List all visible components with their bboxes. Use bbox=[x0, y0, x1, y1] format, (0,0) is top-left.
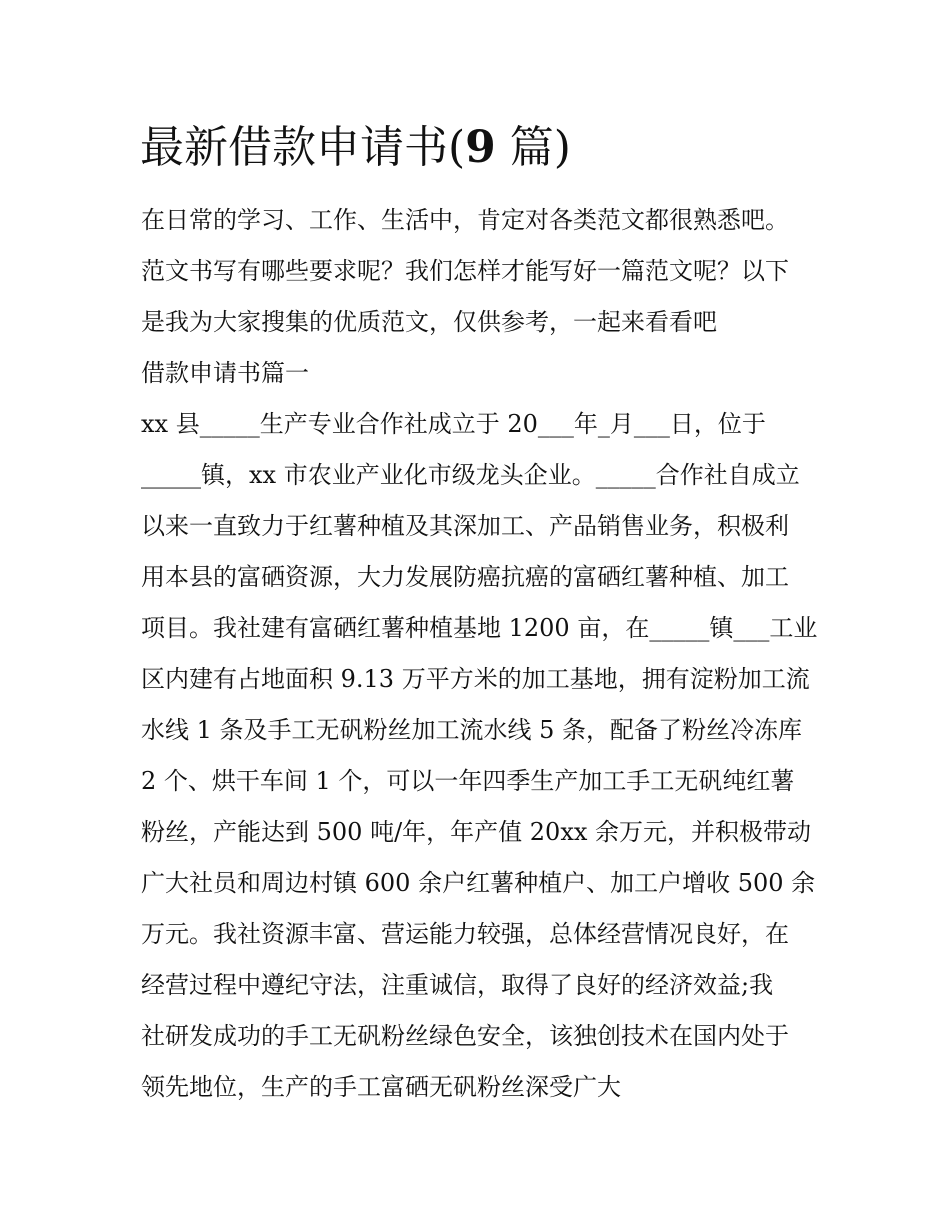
body-line-12: 经营过程中遵纪守法，注重诚信，取得了良好的经济效益;我 bbox=[141, 971, 774, 999]
body-line-7: 水线 1 条及手工无矾粉丝加工流水线 5 条，配备了粉丝冷冻库 bbox=[141, 716, 803, 744]
body-line-5: 项目。我社建有富硒红薯种植基地 1200 亩，在_____镇___工业 bbox=[141, 614, 818, 642]
intro-line-2: 范文书写有哪些要求呢？我们怎样才能写好一篇范文呢？以下 bbox=[141, 257, 789, 285]
body-line-1: xx 县_____生产专业合作社成立于 20___年_月___日，位于 bbox=[141, 410, 766, 438]
body-line-14: 领先地位，生产的手工富硒无矾粉丝深受广大 bbox=[141, 1073, 621, 1101]
section-heading: 借款申请书篇一 bbox=[141, 359, 309, 387]
title-suffix: 篇) bbox=[495, 122, 571, 173]
body-line-11: 万元。我社资源丰富、营运能力较强，总体经营情况良好，在 bbox=[141, 920, 789, 948]
title-text: 最新借款申请书( bbox=[140, 122, 466, 173]
body-line-13: 社研发成功的手工无矾粉丝绿色安全，该独创技术在国内处于 bbox=[141, 1022, 789, 1050]
body-line-6: 区内建有占地面积 9.13 万平方米的加工基地，拥有淀粉加工流 bbox=[141, 665, 810, 693]
title-number: 9 bbox=[465, 122, 496, 173]
body-line-9: 粉丝，产能达到 500 吨/年，年产值 20xx 余万元，并积极带动 bbox=[141, 818, 812, 846]
document-title bbox=[140, 118, 571, 178]
intro-line-1: 在日常的学习、工作、生活中，肯定对各类范文都很熟悉吧。 bbox=[141, 206, 789, 234]
body-line-8: 2 个、烘干车间 1 个，可以一年四季生产加工手工无矾纯红薯 bbox=[141, 767, 795, 795]
body-line-3: 以来一直致力于红薯种植及其深加工、产品销售业务，积极利 bbox=[141, 512, 789, 540]
body-line-4: 用本县的富硒资源，大力发展防癌抗癌的富硒红薯种植、加工 bbox=[141, 563, 789, 591]
body-line-2: _____镇，xx 市农业产业化市级龙头企业。_____合作社自成立 bbox=[141, 461, 800, 489]
intro-line-3: 是我为大家搜集的优质范文，仅供参考，一起来看看吧 bbox=[141, 308, 717, 336]
body-line-10: 广大社员和周边村镇 600 余户红薯种植户、加工户增收 500 余 bbox=[141, 869, 816, 897]
